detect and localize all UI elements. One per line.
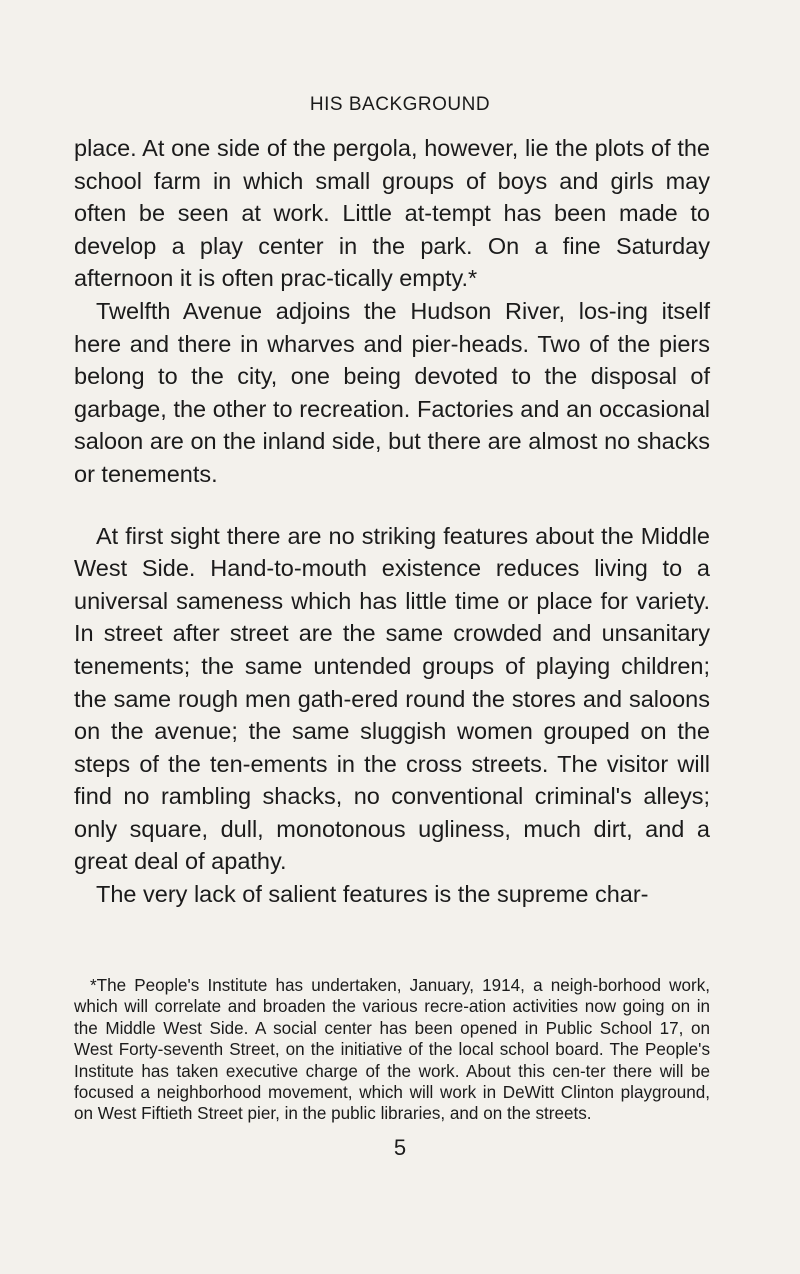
paragraph-3: At first sight there are no striking features about the Middle West Side. Hand-to-mouth existence reduces living to a universal sameness which has little time or place for variety. In street after street are the same crowded and unsanitary tenements; the same untended groups of playing children; the same rough men gath-ered round the stores and saloons on the avenue; the same sluggish women grouped on the steps of the ten-ements in the cross streets. The visitor will find no rambling shacks, no conventional criminal's alleys; only square, dull, monotonous ugliness, much dirt, and a great deal of apathy. [74, 522, 710, 875]
paragraph-2: Twelfth Avenue adjoins the Hudson River, los-ing itself here and there in wharves and pier-heads. Two of the piers belong to the city, one being devoted to the disposal of garbage, the other to recreation. Factories and an occasional saloon are on the inland side, but there are almost no shacks or tenements. [74, 297, 710, 487]
footnote: *The People's Institute has undertaken, January, 1914, a neigh-borhood work, which will correlate and broaden the various recre-ation activities now going on in the Middle West Side. A social center has been opened in Public School 17, on West Forty-seventh Street, on the initiative of the local school board. The People's Institute has taken executive charge of the work. About this cen-ter there will be focused a neighborhood movement, which will work in DeWitt Clinton playground, on West Fiftieth Street pier, in the public libraries, and on the streets. [74, 976, 710, 1124]
body-text [74, 132, 710, 911]
running-head: HIS BACKGROUND [309, 94, 491, 115]
paragraph-4: The very lack of salient features is the supreme char- [96, 881, 649, 908]
paragraph-1: place. At one side of the pergola, however, lie the plots of the school farm in which small groups of boys and girls may often be seen at work. Little at-tempt has been made to develop a play center in the park. On a fine Saturday afternoon it is often prac-tically empty.* [74, 135, 710, 292]
page-number: 5 [393, 1135, 407, 1160]
